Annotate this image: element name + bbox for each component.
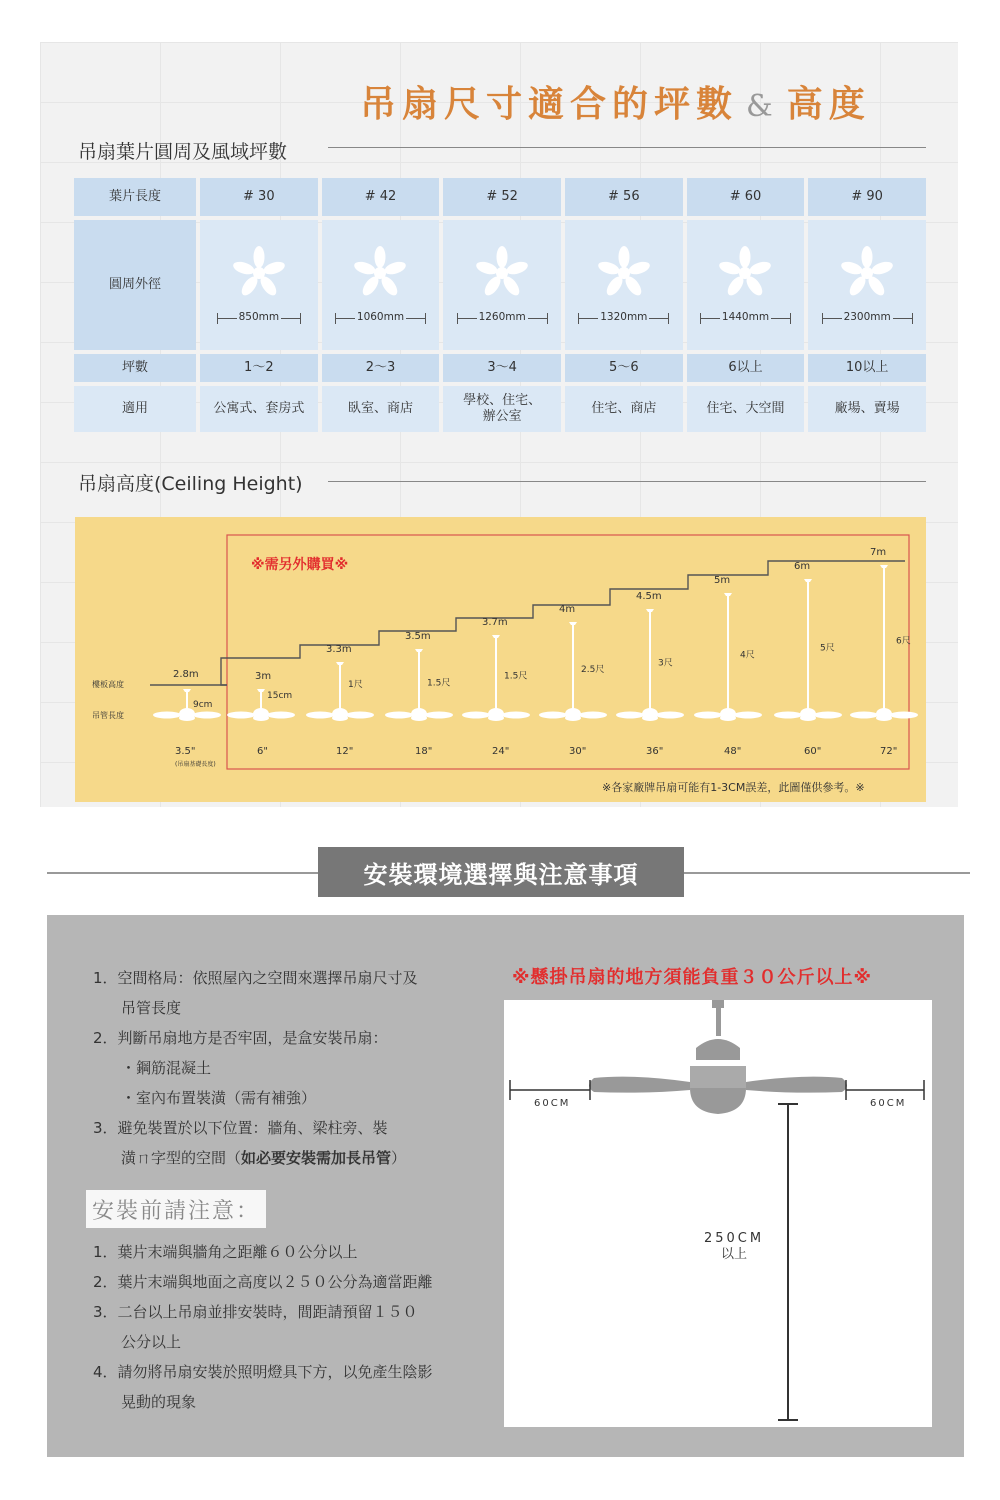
step-fan-blade bbox=[694, 712, 722, 719]
fan-size-value: 36" bbox=[646, 746, 664, 757]
diameter-dimension bbox=[457, 311, 548, 324]
ceiling-fan-icon bbox=[596, 245, 652, 301]
ceiling-height-value: 2.8m bbox=[173, 669, 199, 680]
downrod bbox=[716, 1008, 721, 1036]
ping-cell: 1～2 bbox=[200, 354, 318, 382]
step-fan-blade bbox=[462, 712, 490, 719]
fan-size-value: 24" bbox=[492, 746, 510, 757]
section-divider bbox=[684, 872, 970, 874]
diameter-cell bbox=[200, 220, 318, 350]
left-distance-label: 60CM bbox=[534, 1098, 571, 1109]
list-item: 2．判斷吊扇地方是否牢固，是盒安裝吊扇： bbox=[93, 1029, 388, 1047]
diameter-value: 2300mm bbox=[843, 311, 891, 324]
use-cell: 廠場、賣場 bbox=[808, 386, 926, 432]
diameter-dimension bbox=[822, 311, 913, 324]
rod-length-value: 5尺 bbox=[820, 643, 835, 654]
diameter-dimension bbox=[578, 311, 669, 324]
ceiling-height-value: 3.3m bbox=[326, 644, 352, 655]
list-item: 4．請勿將吊扇安裝於照明燈具下方，以免產生陰影 bbox=[93, 1363, 433, 1381]
ping-cell: 10以上 bbox=[808, 354, 926, 382]
ceiling-height-value: 3.5m bbox=[405, 631, 431, 642]
list-item: 2．葉片末端與地面之高度以２５０公分為適當距離 bbox=[93, 1273, 433, 1291]
section-divider bbox=[328, 147, 926, 148]
rod-length-value: 9cm bbox=[193, 700, 213, 710]
ceiling-fan-icon bbox=[231, 245, 287, 301]
motor-housing bbox=[690, 1066, 746, 1088]
step-fan-blade bbox=[385, 712, 413, 719]
diameter-dimension bbox=[217, 311, 302, 324]
fan-size-value: 72" bbox=[880, 746, 898, 757]
step-fan-blade bbox=[306, 712, 334, 719]
step-fan-blade bbox=[502, 712, 530, 719]
install-heading: 安裝環境選擇與注意事項 bbox=[318, 847, 684, 897]
step-fan-mount bbox=[804, 579, 812, 582]
floor-height-label: 樓板高度 bbox=[92, 680, 124, 689]
row-label-ping: 坪數 bbox=[74, 354, 196, 382]
step-fan-blade bbox=[411, 715, 427, 721]
diameter-cell bbox=[443, 220, 561, 350]
list-item: ・鋼筋混凝土 bbox=[121, 1059, 212, 1077]
diameter-value: 1060mm bbox=[356, 311, 405, 324]
ceiling-fan-icon bbox=[474, 245, 530, 301]
step-fan-blade bbox=[850, 712, 878, 719]
ceiling-mount bbox=[712, 1000, 724, 1008]
motor-top bbox=[696, 1039, 740, 1060]
step-fan-blade bbox=[616, 712, 644, 719]
ceiling-height-value: 3.7m bbox=[482, 617, 508, 628]
rod-length-value: 1.5尺 bbox=[427, 678, 451, 689]
ceiling-height-value: 7m bbox=[870, 547, 887, 558]
install-list bbox=[93, 963, 418, 1173]
ping-cell: 2～3 bbox=[322, 354, 440, 382]
list-item: 3．二台以上吊扇並排安裝時，間距請預留１５０ bbox=[93, 1303, 418, 1321]
diameter-value: 1260mm bbox=[478, 311, 526, 324]
ping-cell: 3～4 bbox=[443, 354, 561, 382]
list-item: 1．葉片末端與牆角之距離６０公分以上 bbox=[93, 1243, 358, 1261]
ceiling-height-value: 6m bbox=[794, 561, 811, 572]
list-item: 潢ㄇ字型的空間（如必要安裝需加長吊管） bbox=[121, 1149, 407, 1167]
step-fan-blade bbox=[253, 715, 269, 721]
list-item: 3．避免裝置於以下位置：牆角、梁柱旁、裝 bbox=[93, 1119, 388, 1137]
step-fan-blade bbox=[332, 715, 348, 721]
fan-size-value: 18" bbox=[415, 746, 433, 757]
rod-length-value: 6尺 bbox=[896, 636, 911, 647]
step-fan-mount bbox=[724, 593, 732, 596]
ping-cell: 6以上 bbox=[687, 354, 805, 382]
list-item: 吊管長度 bbox=[121, 999, 182, 1017]
left-blade bbox=[589, 1077, 690, 1093]
step-fan-blade bbox=[267, 712, 295, 719]
ceiling-height-value: 3m bbox=[255, 671, 272, 682]
ping-cell: 5～6 bbox=[565, 354, 683, 382]
row-label-diameter: 圓周外徑 bbox=[74, 220, 196, 350]
blade-cell: # 42 bbox=[322, 178, 440, 216]
step-fan-blade bbox=[890, 712, 918, 719]
pre-install-list bbox=[93, 1237, 433, 1417]
step-fan-mount bbox=[646, 609, 654, 612]
right-blade bbox=[746, 1077, 847, 1093]
chart-disclaimer: ※各家廠牌吊扇可能有1-3CM誤差，此圖僅供參考。※ bbox=[602, 781, 865, 794]
step-fan-mount bbox=[492, 635, 500, 638]
base-fan-blade bbox=[153, 712, 181, 719]
section-heading-height: 吊扇高度(Ceiling Height) bbox=[78, 473, 303, 495]
base-fan-blade bbox=[179, 715, 195, 721]
right-distance-label: 60CM bbox=[870, 1098, 907, 1109]
fan-size-value: 30" bbox=[569, 746, 587, 757]
blade-cell: # 60 bbox=[687, 178, 805, 216]
rod-length-value: 1尺 bbox=[348, 680, 363, 690]
diameter-cell bbox=[808, 220, 926, 350]
ceiling-stair-line bbox=[221, 561, 905, 685]
ceiling-fan-icon bbox=[839, 245, 895, 301]
diameter-value: 1440mm bbox=[721, 311, 770, 324]
rod-length-value: 4尺 bbox=[740, 650, 755, 661]
row-label-blade: 葉片長度 bbox=[74, 178, 196, 216]
rod-length-value: 15cm bbox=[267, 691, 293, 701]
diameter-cell bbox=[322, 220, 440, 350]
diameter-dimension bbox=[335, 311, 426, 324]
rod-length-label: 吊管長度 bbox=[92, 711, 124, 720]
fan-size-value: 6" bbox=[257, 746, 268, 757]
height-sub-label: 以上 bbox=[720, 1247, 748, 1262]
ceiling-height-chart bbox=[75, 517, 926, 802]
section-heading-blades: 吊扇葉片圓周及風域坪數 bbox=[78, 141, 288, 163]
step-fan-blade bbox=[488, 715, 504, 721]
ceiling-height-value: 4.5m bbox=[636, 591, 662, 602]
light-kit bbox=[690, 1088, 746, 1114]
step-fan-blade bbox=[876, 715, 892, 721]
step-fan-blade bbox=[642, 715, 658, 721]
fan-size-table bbox=[74, 178, 926, 430]
diameter-value: 1320mm bbox=[600, 311, 648, 324]
list-item: 公分以上 bbox=[121, 1333, 182, 1351]
step-fan-blade bbox=[227, 712, 255, 719]
fan-size-value: 48" bbox=[724, 746, 742, 757]
step-fan-blade bbox=[720, 715, 736, 721]
fan-size-note: (吊扇基礎長度) bbox=[175, 761, 216, 768]
step-fan-blade bbox=[734, 712, 762, 719]
step-fan-blade bbox=[346, 712, 374, 719]
list-item: 1．空間格局：依照屋內之空間來選擇吊扇尺寸及 bbox=[93, 969, 418, 987]
fan-size-value: 12" bbox=[336, 746, 354, 757]
ceiling-height-value: 4m bbox=[559, 604, 576, 615]
row-label-use: 適用 bbox=[74, 386, 196, 432]
rod-length-value: 2.5尺 bbox=[581, 665, 605, 675]
step-fan-blade bbox=[579, 712, 607, 719]
step-fan-blade bbox=[774, 712, 802, 719]
page-title: 吊扇尺寸適合的坪數 & 高度 bbox=[360, 84, 871, 125]
step-fan-blade bbox=[800, 715, 816, 721]
rod-length-value: 3尺 bbox=[658, 658, 673, 669]
ceiling-fan-icon bbox=[352, 245, 408, 301]
blade-cell: # 56 bbox=[565, 178, 683, 216]
list-item: ・室內布置裝潢（需有補強） bbox=[121, 1089, 317, 1107]
step-fan-blade bbox=[565, 715, 581, 721]
diameter-cell bbox=[687, 220, 805, 350]
step-fan-mount bbox=[569, 622, 577, 625]
use-cell: 學校、住宅、 辦公室 bbox=[443, 386, 561, 432]
diameter-value: 850mm bbox=[238, 311, 280, 324]
diameter-cell bbox=[565, 220, 683, 350]
step-fan-mount bbox=[257, 689, 265, 692]
step-fan-blade bbox=[656, 712, 684, 719]
step-fan-blade bbox=[539, 712, 567, 719]
diameter-dimension bbox=[700, 311, 791, 324]
step-fan-mount bbox=[415, 649, 423, 652]
fan-size-value: 60" bbox=[804, 746, 822, 757]
section-divider bbox=[328, 481, 926, 482]
ceiling-height-value: 5m bbox=[714, 575, 731, 586]
weight-warning: ※懸掛吊扇的地方須能負重３０公斤以上※ bbox=[512, 967, 872, 988]
extra-purchase-note: ※需另外購買※ bbox=[251, 557, 349, 573]
rod-length-value: 1.5尺 bbox=[504, 671, 528, 682]
use-cell: 住宅、商店 bbox=[565, 386, 683, 432]
blade-cell: # 52 bbox=[443, 178, 561, 216]
use-cell: 住宅、大空間 bbox=[687, 386, 805, 432]
base-fan-mount bbox=[183, 689, 191, 692]
install-diagram bbox=[504, 1000, 932, 1427]
pre-install-title: 安裝前請注意： bbox=[86, 1190, 266, 1228]
use-cell: 臥室、商店 bbox=[322, 386, 440, 432]
base-fan-blade bbox=[193, 712, 221, 719]
use-cell: 公寓式、套房式 bbox=[200, 386, 318, 432]
step-fan-blade bbox=[425, 712, 453, 719]
ceiling-fan-icon bbox=[717, 245, 773, 301]
blade-cell: # 90 bbox=[808, 178, 926, 216]
blade-cell: # 30 bbox=[200, 178, 318, 216]
step-fan-blade bbox=[814, 712, 842, 719]
height-label: 250CM bbox=[703, 1231, 765, 1246]
list-item: 晃動的現象 bbox=[121, 1393, 197, 1411]
section-divider bbox=[47, 872, 318, 874]
fan-size-value: 3.5" bbox=[175, 746, 196, 757]
step-fan-mount bbox=[336, 662, 344, 665]
step-fan-mount bbox=[880, 565, 888, 568]
